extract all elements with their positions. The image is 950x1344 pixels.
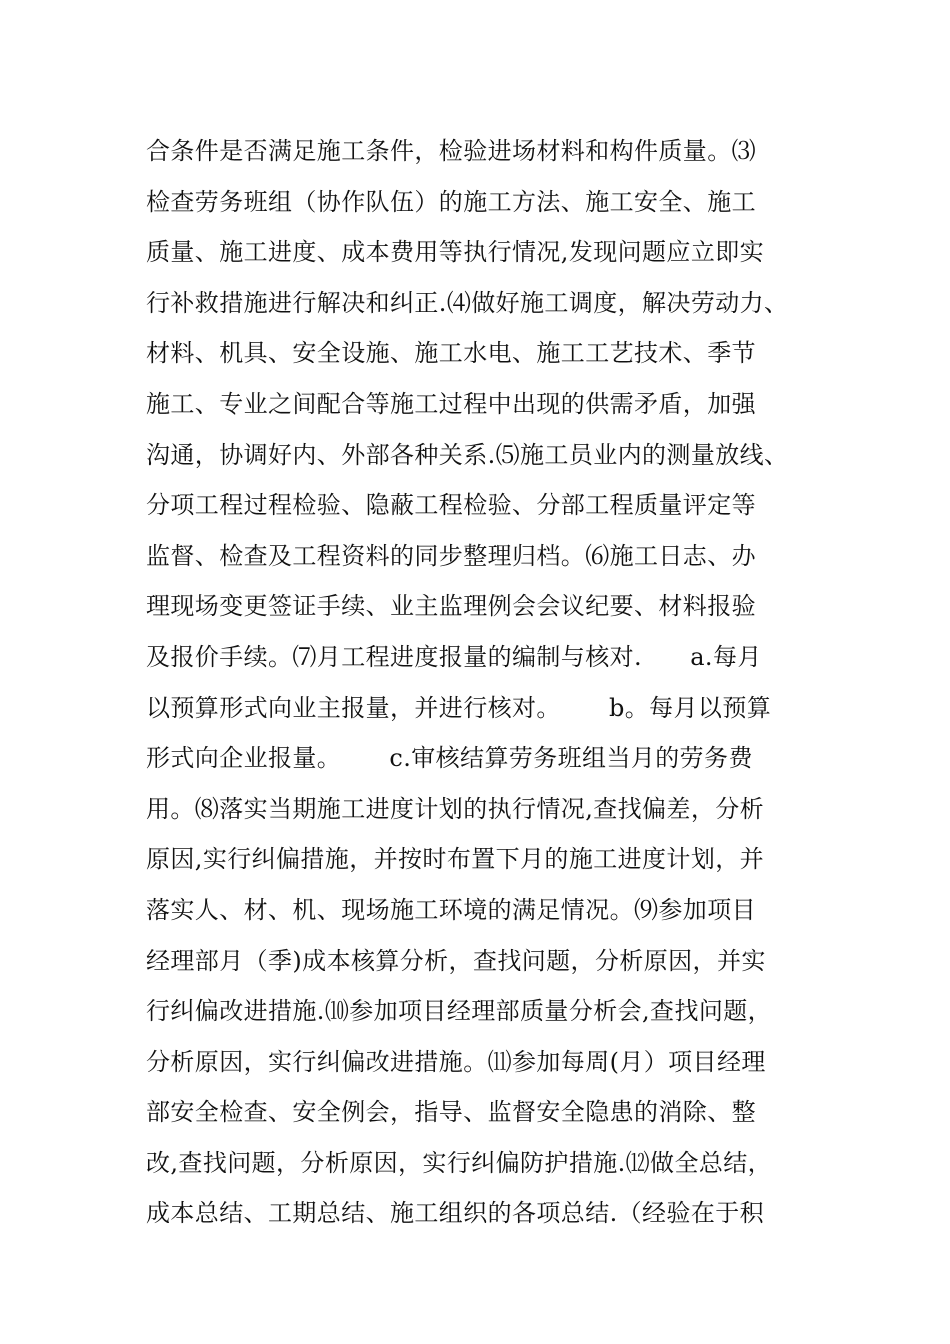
text-line-5: 材料、机具、安全设施、施工水电、施工工艺技术、季节 [146, 339, 756, 368]
text-line-18: 行纠偏改进措施.⑽参加项目经理部质量分析会,查找问题， [146, 997, 773, 1026]
text-line-11: 及报价手续。⑺月工程进度报量的编制与核对. a.每月 [146, 642, 762, 671]
text-line-7: 沟通，协调好内、外部各种关系.⑸施工员业内的测量放线、 [146, 440, 789, 469]
text-line-15: 原因,实行纠偏措施，并按时布置下月的施工进度计划，并 [146, 845, 765, 874]
text-line-14: 用。⑻落实当期施工进度计划的执行情况,查找偏差，分析 [146, 794, 765, 823]
text-line-1: 合条件是否满足施工条件，检验进场材料和构件质量。⑶ [146, 137, 756, 165]
text-line-9: 监督、检查及工程资料的同步整理归档。⑹施工日志、办 [146, 541, 756, 570]
text-line-12: 以预算形式向业主报量，并进行核对。 b。每月以预算 [146, 693, 772, 722]
text-line-4: 行补救措施进行解决和纠正.⑷做好施工调度，解决劳动力、 [146, 288, 789, 317]
text-line-19: 分析原因，实行纠偏改进措施。⑾参加每周(月）项目经理 [146, 1047, 766, 1076]
text-line-6: 施工、专业之间配合等施工过程中出现的供需矛盾，加强 [146, 389, 756, 418]
text-line-2: 检查劳务班组（协作队伍）的施工方法、施工安全、施工 [146, 187, 756, 216]
text-line-21: 改,查找问题，分析原因，实行纠偏防护措施.⑿做全总结， [146, 1148, 773, 1177]
body-text [146, 126, 836, 1239]
text-line-16: 落实人、材、机、现场施工环境的满足情况。⑼参加项目 [146, 895, 756, 924]
text-line-3: 质量、施工进度、成本费用等执行情况,发现问题应立即实 [146, 238, 765, 267]
text-line-20: 部安全检查、安全例会，指导、监督安全隐患的消除、整 [146, 1098, 756, 1127]
text-line-8: 分项工程过程检验、隐蔽工程检验、分部工程质量评定等 [146, 491, 756, 520]
text-line-22: 成本总结、工期总结、施工组织的各项总结.（经验在于积 [146, 1199, 765, 1228]
text-line-17: 经理部月（季)成本核算分析，查找问题，分析原因，并实 [146, 946, 766, 975]
text-line-13: 形式向企业报量。 c.审核结算劳务班组当月的劳务费 [146, 744, 753, 773]
text-line-10: 理现场变更签证手续、业主监理例会会议纪要、材料报验 [146, 592, 756, 621]
